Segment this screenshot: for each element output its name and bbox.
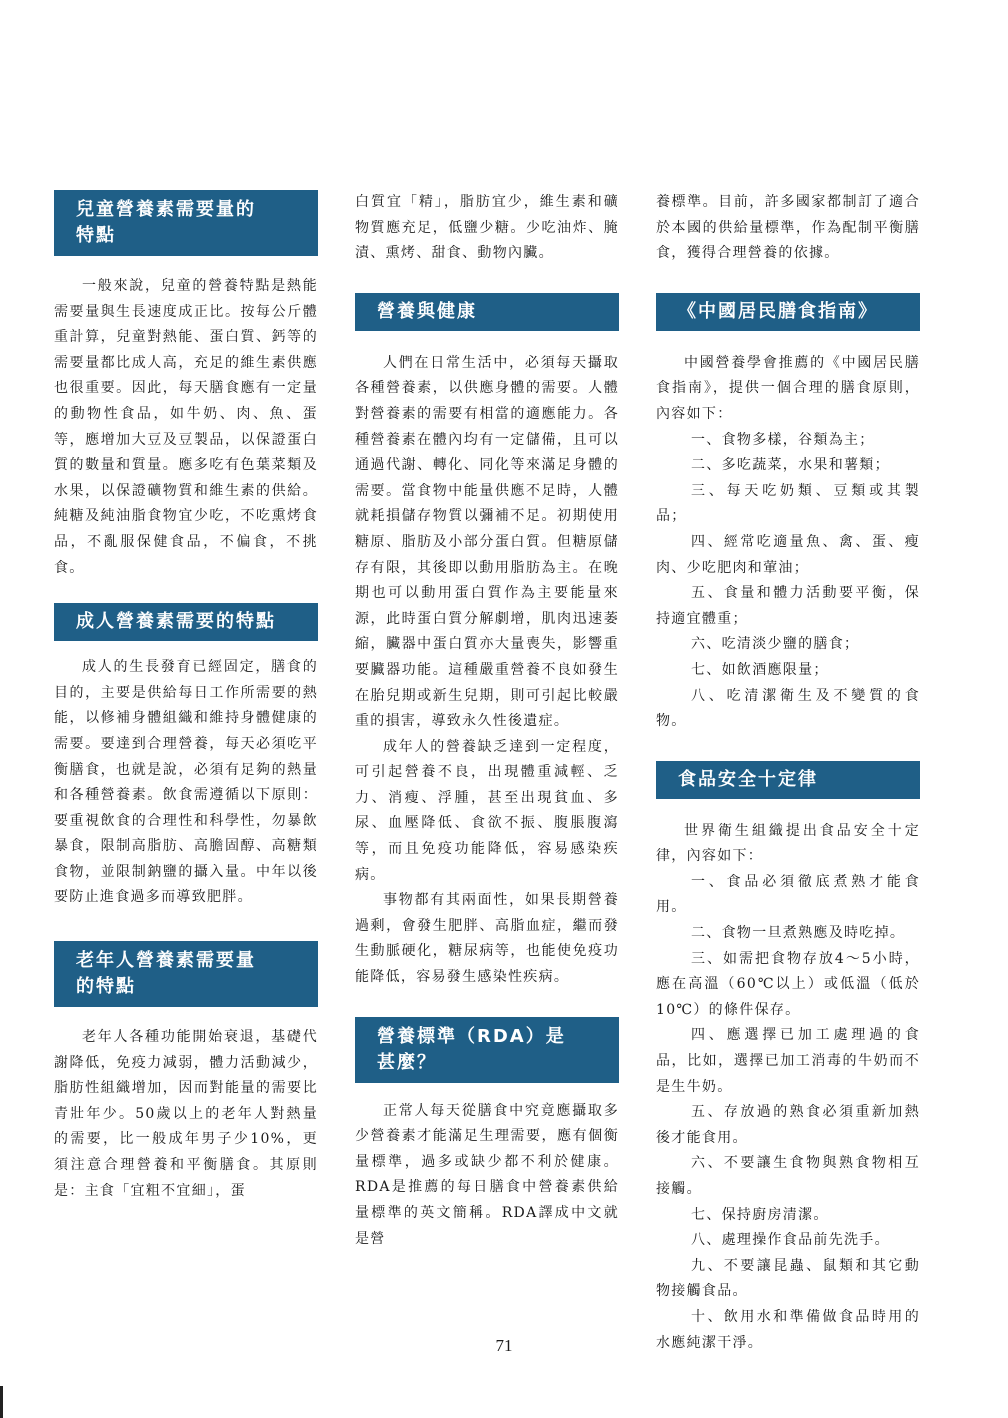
nutrition-health-para-2: 成年人的營養缺乏達到一定程度，可引起營養不良，出現體重減輕、乏力、消瘦、浮腫，甚至出現貧血、多尿、血壓降低、食欲不振、腹脹腹瀉等，而且免疫功能降低，容易感染疾病。 [355,738,619,883]
food-safety-item: 八、處理操作食品前先洗手。 [691,1232,890,1249]
scan-edge-mark [0,1386,3,1418]
guidelines-list [656,428,920,735]
elderly-body-start: 老年人各種功能開始衰退，基礎代謝降低，免疫力減弱，體力活動減少，脂肪性組織增加，因而對能量的需要比青壯年少。50歲以上的老年人對熱量的需要，比一般成年男子少10%，更須注意合理營養和平衡膳食。其原則是：主食「宜粗不宜細」，蛋 [54,1029,318,1199]
food-safety-item: 六、不要讓生食物與熟食物相互接觸。 [656,1155,920,1197]
section-heading-guidelines: 《中國居民膳食指南》 [656,293,920,331]
adults-body: 成人的生長發育已經固定，膳食的目的，主要是供給每日工作所需要的熱能，以修補身體組織和維持身體健康的需要。要達到合理營養，每天必須吃平衡膳食，也就是說，必須有足夠的熱量和各種營養素。飲食需遵循以下原則：要重視飲食的合理性和科學性，勿暴飲暴食，限制高脂肪、高膽固醇、高糖類食物，並限制鈉鹽的攝入量。中年以後要防止進食過多而導致肥胖。 [54,659,318,906]
food-safety-item: 一、食品必須徹底煮熟才能食用。 [656,873,920,916]
section-heading-nutrition-health: 營養與健康 [355,293,619,331]
food-safety-item: 七、保持廚房清潔。 [691,1206,829,1223]
section-heading-children: 兒童營養素需要量的 特點 [54,190,318,256]
food-safety-list [656,870,920,1356]
column-right [656,190,920,1356]
guidelines-intro: 中國營養學會推薦的《中國居民膳食指南》，提供一個合理的膳食原則，內容如下： [656,354,920,422]
rda-body-continued: 養標準。目前，許多國家都制訂了適合於本國的供給量標準，作為配制平衡膳食，獲得合理營養的依據。 [656,194,920,262]
nutrition-health-para-1: 人們在日常生活中，必須每天攝取各種營養素，以供應身體的需要。人體對營養素的需要有相當的適應能力。各種營養素在體內均有一定儲備，且可以通過代謝、轉化、同化等來滿足身體的需要。當食物中能量供應不足時，人體就耗損儲存物質以彌補不足。初期使用糖原、脂肪及小部分蛋白質。但糖原儲存有限，其後即以動用脂肪為主。在晚期也可以動用蛋白質作為主要能量來源，此時蛋白質分解劇增，肌肉迅速萎縮，臟器中蛋白質亦大量喪失，影響重要臟器功能。這種嚴重營養不良如發生在胎兒期或新生兒期，則可引起比較嚴重的損害，導致永久性後遺症。 [355,354,619,730]
children-body: 一般來說，兒童的營養特點是熱能需要量與生長速度成正比。按每公斤體重計算，兒童對熱能、蛋白質、鈣等的需要量都比成人高，充足的維生素供應也很重要。因此，每天膳食應有一定量的動物性食品，如牛奶、肉、魚、蛋等，應增加大豆及豆製品，以保證蛋白質的數量和質量。應多吃有色葉菜類及水果，以保證礦物質和維生素的供給。純糖及純油脂食物宜少吃，不吃熏烤食品，不亂服保健食品，不偏食，不挑食。 [54,278,318,576]
section-heading-elderly: 老年人營養素需要量 的特點 [54,941,318,1007]
page-number: 71 [495,1336,513,1355]
section-heading-food-safety: 食品安全十定律 [656,761,920,799]
guideline-item: 四、經常吃適量魚、禽、蛋、瘦肉、少吃肥肉和葷油； [656,533,920,576]
nutrition-health-para-3: 事物都有其兩面性，如果長期營養過剩，會發生肥胖、高脂血症，繼而發生動脈硬化，糖尿病等，也能使免疫功能降低，容易發生感染性疾病。 [355,892,619,986]
food-safety-intro: 世界衛生組織提出食品安全十定律，內容如下： [656,822,920,865]
food-safety-item: 二、食物一旦煮熟應及時吃掉。 [691,925,906,942]
guideline-item: 五、食量和體力活動要平衡，保持適宜體重； [656,585,920,627]
guideline-item: 一、食物多樣，谷類為主； [691,431,875,448]
column-left [54,190,318,1204]
guideline-item: 八、吃清潔衛生及不變質的食物。 [656,687,920,730]
elderly-body-continued: 白質宜「精」，脂肪宜少，維生素和礦物質應充足，低鹽少糖。少吃油炸、腌漬、熏烤、甜食、動物內臟。 [355,194,619,262]
guideline-item: 三、每天吃奶類、豆類或其製品； [656,482,920,525]
food-safety-item: 五、存放過的熟食必須重新加熱後才能食用。 [656,1104,920,1146]
food-safety-item: 四、應選擇已加工處理過的食品，比如，選擇已加工消毒的牛奶而不是生牛奶。 [656,1027,920,1095]
food-safety-item: 三、如需把食物存放4～5小時，應在高溫（60℃以上）或低溫（低於10℃）的條件保存。 [656,950,920,1018]
rda-body-start: 正常人每天從膳食中究竟應攝取多少營養素才能滿足生理需要，應有個衡量標準，過多或缺少都不利於健康。RDA是推薦的每日膳食中營養素供給量標準的英文簡稱。RDA譯成中文就是營 [355,1102,619,1247]
guideline-item: 六、吃清淡少鹽的膳食； [691,636,860,653]
section-heading-adults: 成人營養素需要的特點 [54,603,318,641]
food-safety-item: 十、飲用水和準備做食品時用的水應純潔干淨。 [656,1308,920,1351]
section-heading-rda: 營養標準（RDA）是 甚麼？ [355,1017,619,1083]
guideline-item: 二、多吃蔬菜，水果和薯類； [691,457,890,474]
column-middle [355,190,619,1252]
food-safety-item: 九、不要讓昆蟲、鼠類和其它動物接觸食品。 [656,1257,920,1300]
guideline-item: 七、如飲酒應限量； [691,661,829,678]
